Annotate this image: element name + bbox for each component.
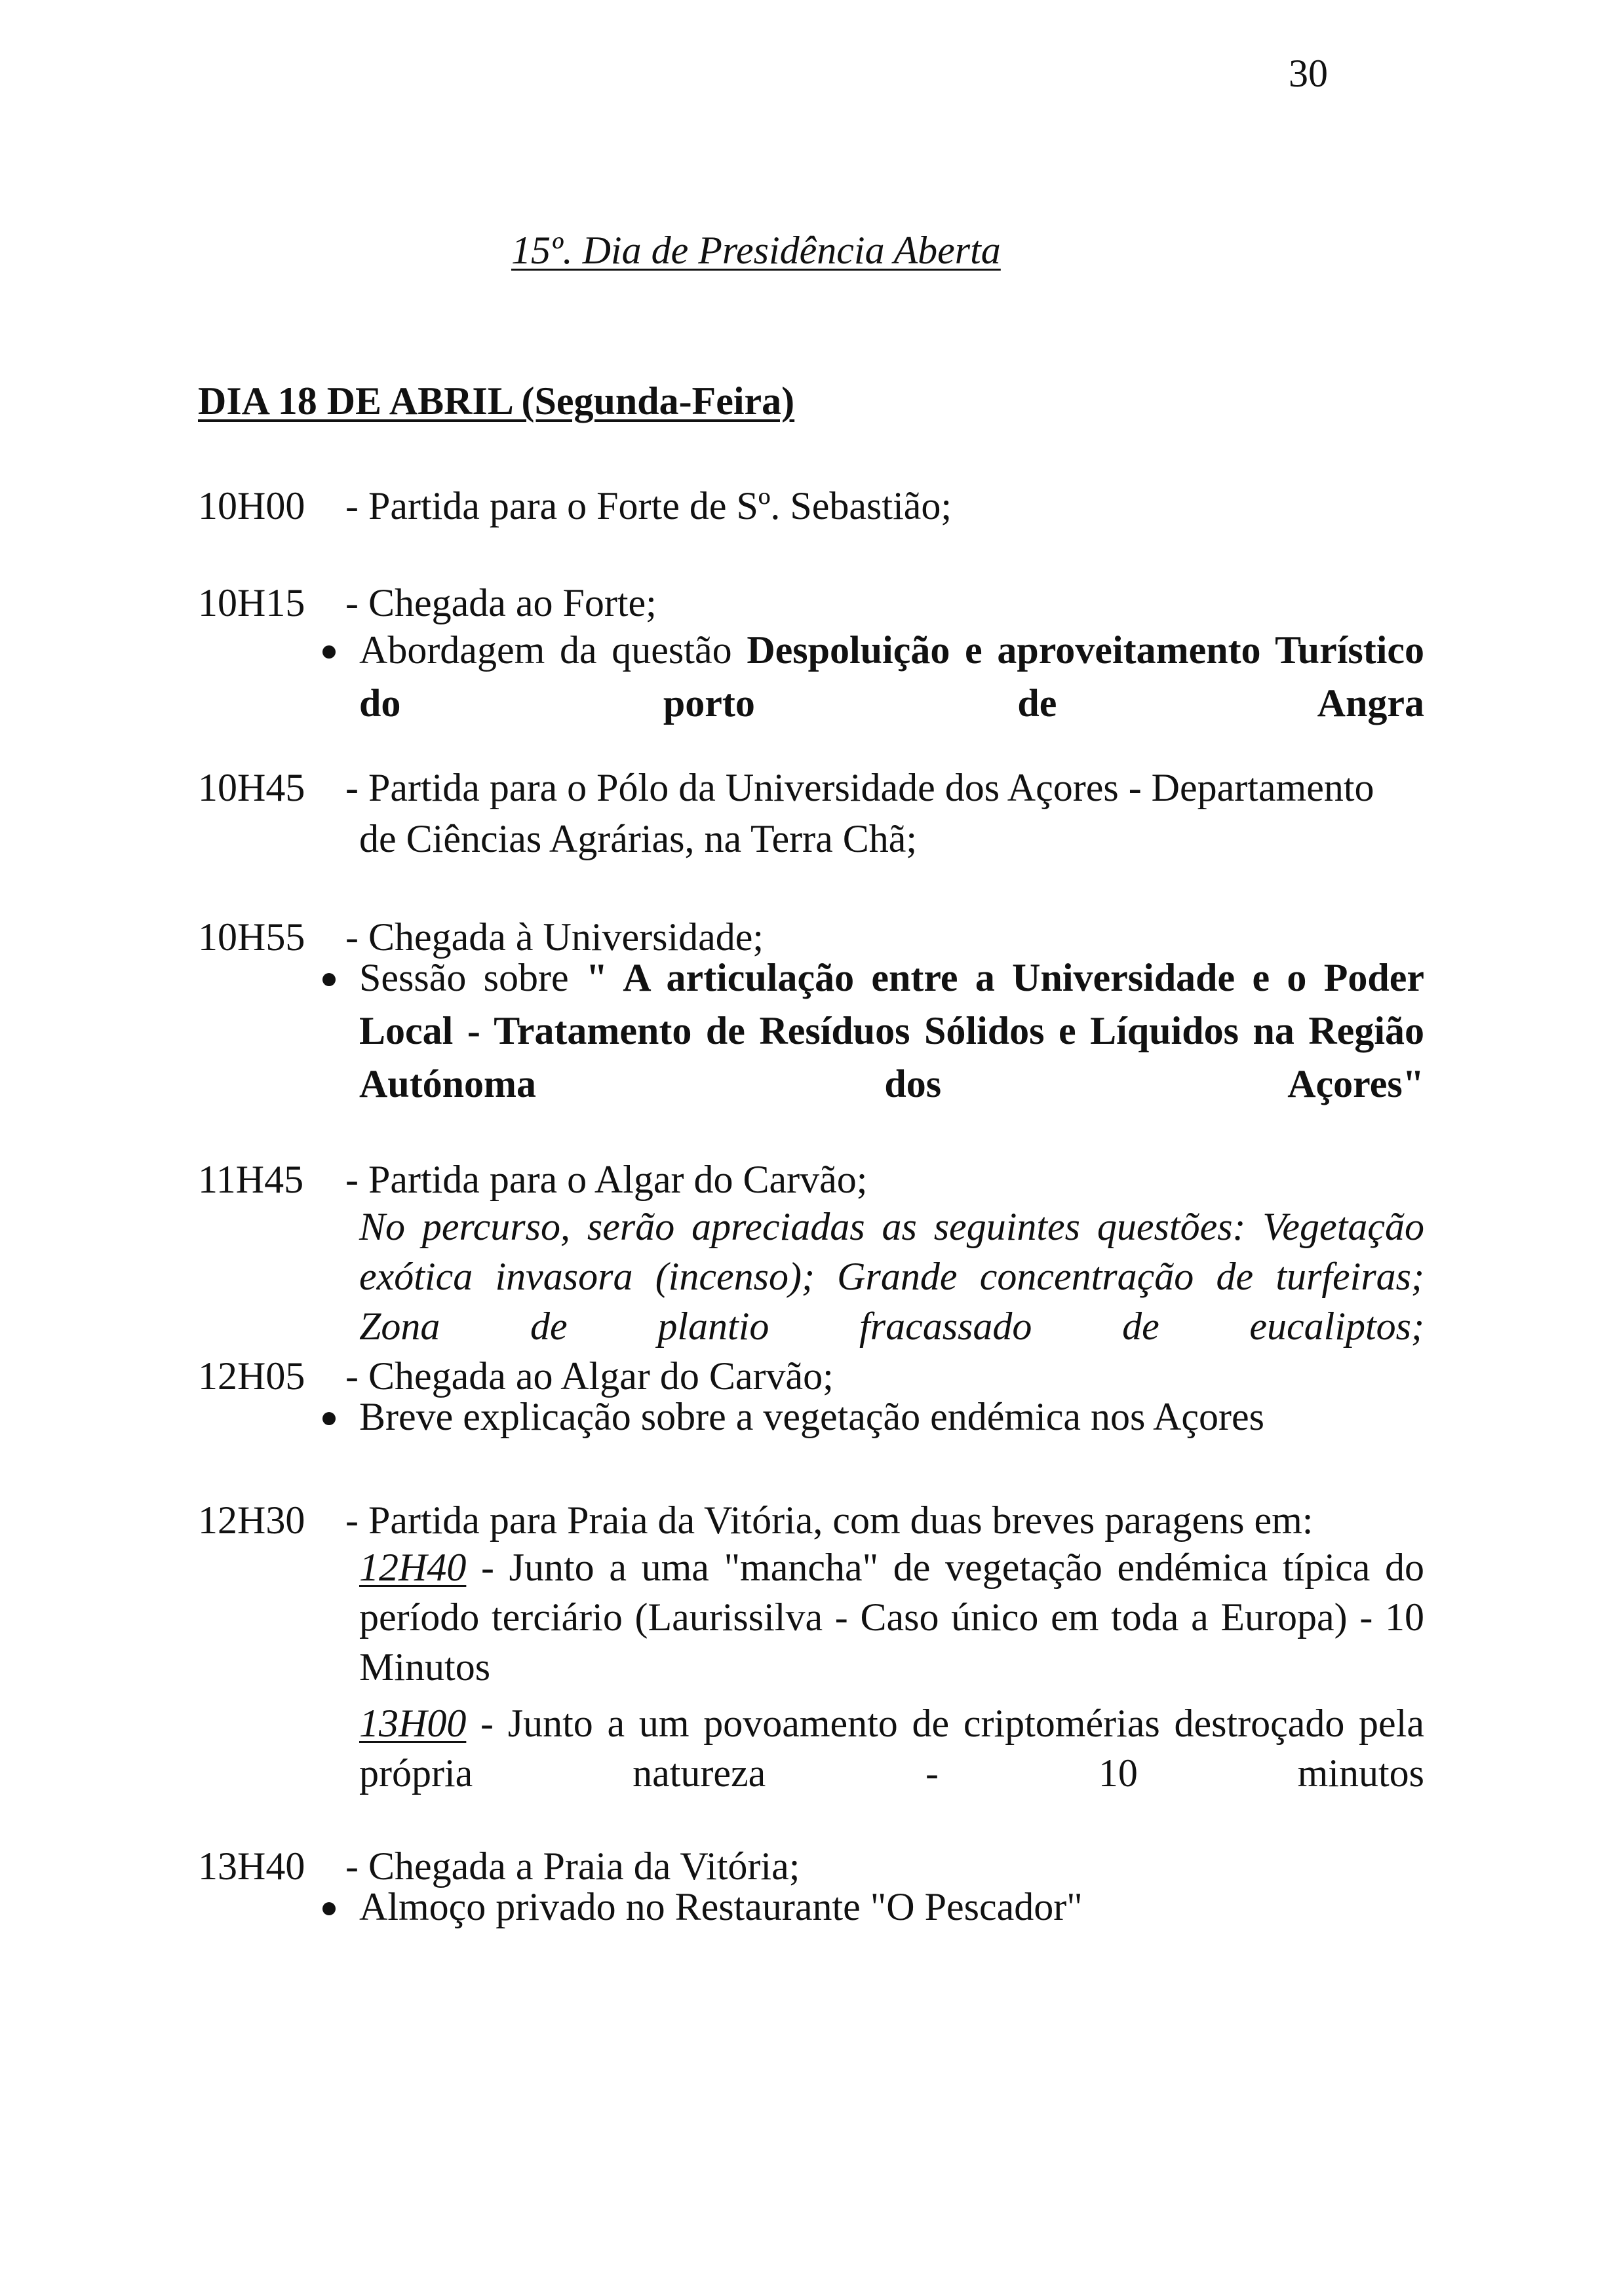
entry-text: - Partida para Praia da Vitória, com duas breves paragens em: bbox=[345, 1499, 1313, 1542]
bullet-item-angra-port bbox=[359, 624, 1424, 730]
entry-time: 11H45 bbox=[198, 1158, 304, 1201]
entry-continuation: de Ciências Agrárias, na Terra Chã; bbox=[359, 817, 918, 860]
schedule-entry-1015 bbox=[198, 577, 657, 630]
stop-time: 13H00 bbox=[359, 1702, 467, 1745]
entry-text: - Partida para o Forte de Sº. Sebastião; bbox=[345, 484, 952, 527]
day-heading: DIA 18 DE ABRIL (Segunda-Feira) bbox=[198, 379, 795, 423]
bullet-bold-text: " A articulação entre a Universidade e o Poder Local - Tratamento de Resíduos Sólidos e Líquidos na Região Autónoma dos Açores" bbox=[359, 956, 1424, 1105]
stop-item-1300 bbox=[359, 1698, 1424, 1798]
bullet-icon bbox=[322, 1902, 336, 1915]
bullet-item-vegetation: Breve explicação sobre a vegetação endémica nos Açores bbox=[359, 1395, 1264, 1438]
entry-time: 10H45 bbox=[198, 766, 305, 809]
bullet-text: Abordagem da questão bbox=[359, 628, 747, 672]
stop-text: - Junto a um povoamento de criptomérias destroçado pela própria natureza - 10 minutos bbox=[359, 1702, 1424, 1795]
entry-text: - Partida para o Algar do Carvão; bbox=[345, 1158, 868, 1201]
bullet-bold-text: Despoluição e aproveitamento Turístico do porto de Angra bbox=[359, 628, 1424, 725]
schedule-entry-1000 bbox=[198, 480, 952, 533]
entry-time: 12H30 bbox=[198, 1499, 305, 1542]
schedule-entry-1230 bbox=[198, 1494, 1313, 1547]
bullet-icon bbox=[322, 973, 336, 986]
schedule-entry-1145 bbox=[198, 1153, 867, 1206]
entry-text: - Chegada à Universidade; bbox=[345, 915, 764, 959]
document-title: 15º. Dia de Presidência Aberta bbox=[511, 229, 1001, 272]
entry-time: 12H05 bbox=[198, 1354, 305, 1398]
entry-text: - Chegada ao Forte; bbox=[345, 581, 657, 624]
entry-time: 13H40 bbox=[198, 1845, 305, 1888]
stop-text: - Junto a uma "mancha" de vegetação endémica típica do período terciário (Laurissilva - Caso único em toda a Europa) - 10 Minutos bbox=[359, 1546, 1424, 1689]
page-number: 30 bbox=[1289, 52, 1328, 95]
entry-time: 10H00 bbox=[198, 484, 305, 527]
stop-item-1240 bbox=[359, 1542, 1424, 1692]
entry-text: - Chegada ao Algar do Carvão; bbox=[345, 1354, 834, 1398]
bullet-icon bbox=[322, 1412, 336, 1425]
schedule-entry-1045 bbox=[198, 761, 1374, 814]
route-note: No percurso, serão apreciadas as seguintes questões: Vegetação exótica invasora (incenso); Grande concentração de turfeiras; Zona de plantio fracassado de eucaliptos; bbox=[359, 1205, 1424, 1348]
bullet-item-session bbox=[359, 951, 1424, 1111]
entry-time: 10H15 bbox=[198, 581, 305, 624]
entry-time: 10H55 bbox=[198, 915, 305, 959]
entry-text: - Chegada a Praia da Vitória; bbox=[345, 1845, 800, 1888]
bullet-text: Sessão sobre bbox=[359, 956, 586, 999]
entry-text: - Partida para o Pólo da Universidade dos Açores - Departamento bbox=[345, 766, 1374, 809]
bullet-icon bbox=[322, 645, 336, 659]
bullet-item-lunch: Almoço privado no Restaurante "O Pescador" bbox=[359, 1885, 1083, 1928]
stop-time: 12H40 bbox=[359, 1546, 467, 1589]
